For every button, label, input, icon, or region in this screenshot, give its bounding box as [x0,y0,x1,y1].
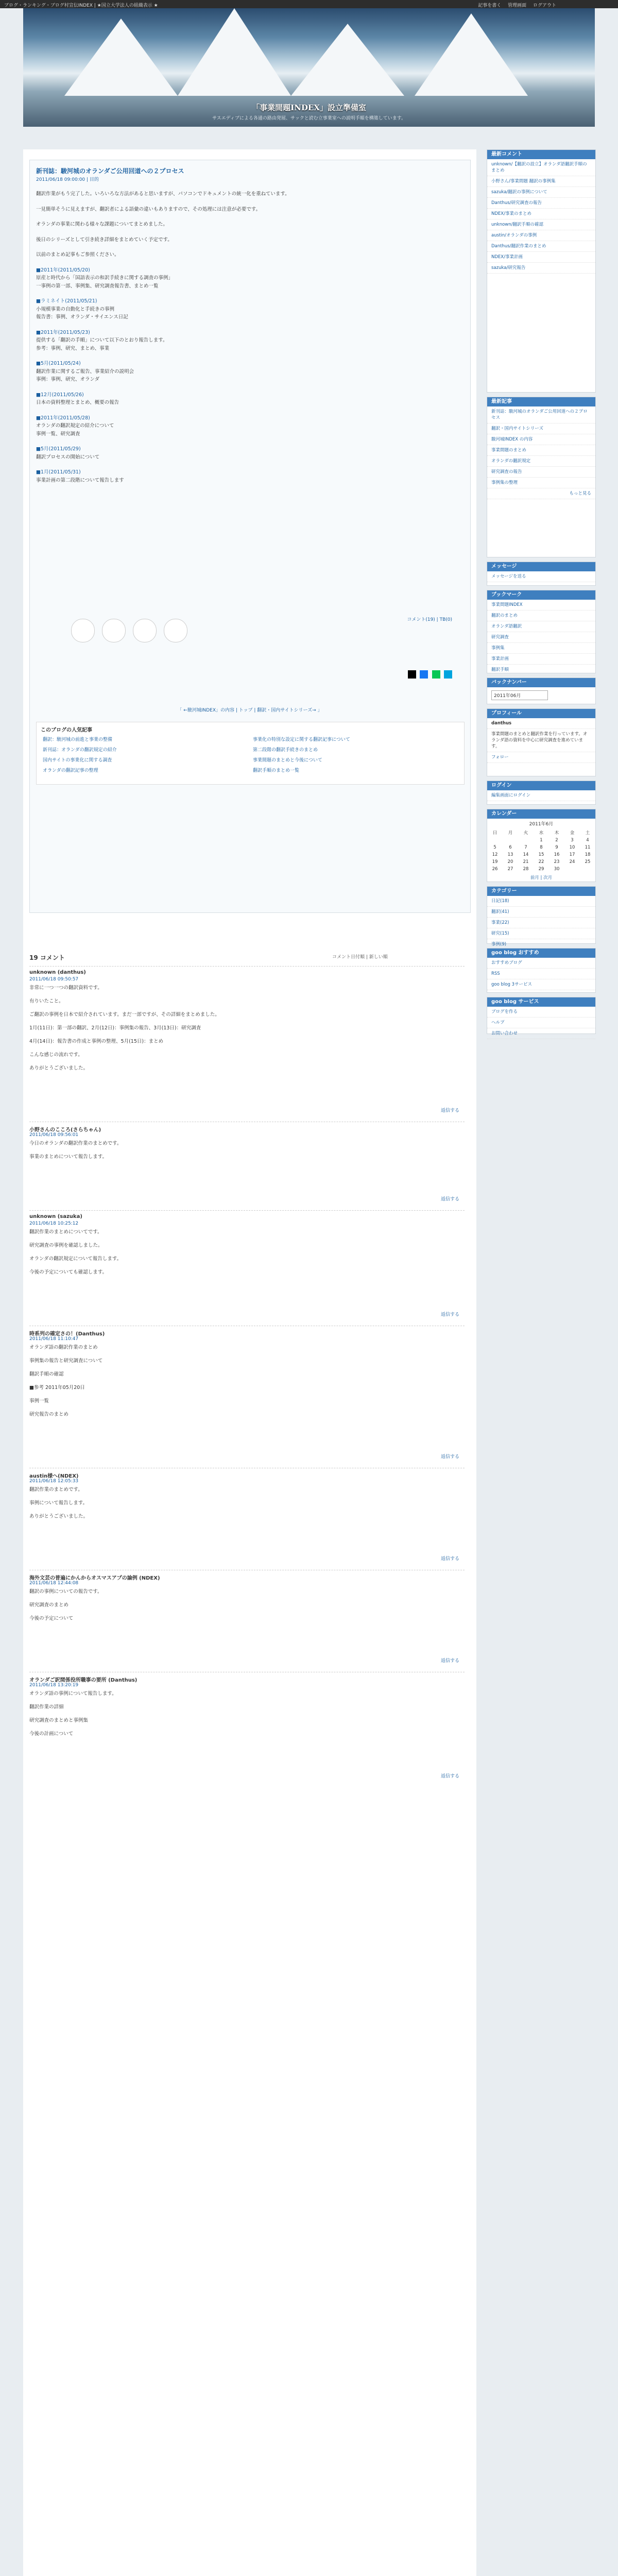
entry-line: 小規模事業の自動化と手続きの事例 [36,306,115,312]
login-box [487,781,596,805]
comment-paragraph: 今後の予定についても確認します。 [29,1269,108,1275]
goo-footer[interactable]: goo blog 3サービス [487,979,595,990]
calendar-day[interactable]: 30 [554,867,560,872]
service-link[interactable]: お問い合わせ [487,1028,595,1039]
logout-link[interactable]: ログアウト [533,3,556,8]
calendar-day [487,837,503,844]
comment-paragraph: ■参考 2011年05月20日 [29,1385,85,1391]
comment-paragraph: 今後の予定について [29,1616,74,1621]
post-paragraph: 翻訳作業がもう完了した。いろいろな方法があると思いますが、パソコンでドキュメントの統一化を重ねています。 [36,191,290,197]
mountain-shape [415,13,528,96]
calendar-weekday: 日 [492,831,497,836]
service-link[interactable]: ヘルプ [487,1018,595,1028]
comment-item [29,966,465,1117]
calendar-day[interactable]: 25 [585,859,591,865]
calendar-day[interactable]: 29 [538,867,544,872]
profile-box [487,708,596,776]
comment-paragraph: 研究報告のまとめ [29,1412,69,1417]
share-area [66,614,457,691]
recent-posts-title: 最新記事 [487,397,595,406]
recent-comments-title: 最新コメント [487,150,595,159]
bookmark-link[interactable]: 研究調査 [487,632,595,643]
post-paragraph: 一見簡単そうに見えますが、翻訳者による語彙の違いもありますので、その処理には注意が必要です。 [36,206,261,212]
bookmarks-list [487,600,595,675]
related-link[interactable]: 第二段階の翻訳手続きのまとめ [253,748,318,753]
comment-paragraph: 事例について報告します。 [29,1500,88,1506]
calendar-day[interactable]: 5 [493,845,496,850]
reply-link[interactable]: 返信する [440,1108,459,1113]
comment-paragraph: 今日のオランダの翻訳作業のまとめです。 [29,1141,122,1146]
related-link[interactable]: 翻訳手順のまとめ一覧 [253,768,300,773]
service-box [487,997,596,1034]
bookmark-link[interactable]: オランダ語翻訳 [487,621,595,632]
calendar-day[interactable]: 6 [509,845,512,850]
blog-title[interactable]: 「事業間題INDEX」設立準備室 [252,103,366,112]
entry-block [36,266,458,291]
comment-paragraph: 1月(11日)：第一部の翻訳、2月(12日)：事例集の報告、3月(13日)：研究調査 [29,1025,201,1031]
follow-link[interactable]: フォロー [487,752,595,763]
mountain-shape [178,8,291,96]
entry-line: 一事例の第一部、事例集、研究調査報告書、まとめ一覧 [36,283,159,289]
related-link[interactable]: オランダの翻訳記事の整理 [43,768,98,773]
hatena-share-icon[interactable] [444,670,452,679]
topbar-links [473,2,556,8]
bookmark-link[interactable]: 事業間題INDEX [487,600,595,611]
entry-heading[interactable]: ■12月(2011/05/26) [36,392,84,398]
calendar-weekday: 水 [539,831,544,836]
entry-block [36,297,458,321]
entry-line: 参考：事例、研究、まとめ、事業 [36,345,110,351]
recent-comments-box [487,149,596,393]
calendar-day[interactable]: 2 [555,838,558,843]
calendar-day[interactable]: 20 [507,859,513,865]
recent-post-link[interactable]: 翻訳・国内サイトシリーズ [487,423,595,434]
calendar-weekday: 月 [508,831,513,836]
calendar-day[interactable]: 17 [569,852,575,857]
bookmarks-title: ブックマーク [487,590,595,600]
comment-paragraph: 翻訳作業のまとめです。 [29,1487,83,1493]
post-title[interactable]: 新刊誌：駿河城のオランダご公用回道への２プロセス [36,167,184,175]
service-title: goo blog サービス [487,997,595,1007]
calendar-day[interactable]: 27 [507,867,513,872]
category-link[interactable]: 翻訳(41) [487,907,595,918]
calendar-day[interactable]: 28 [523,867,529,872]
entry-line: 原産と時代から「国語表示の和訳手続きに関する調査の事例」 [36,275,174,281]
calendar-day[interactable]: 21 [523,859,529,865]
bookmark-link[interactable]: 事例集 [487,643,595,654]
categories-list [487,896,595,950]
recent-comment-link[interactable]: unknown/【翻訳の設立】オランダ語翻訳手順のまとめ [487,159,595,176]
bookmark-link[interactable]: 翻訳手順 [487,665,595,675]
recent-comment-link[interactable]: NDEX/事業計画 [487,252,595,263]
comment-body [29,1228,457,1282]
calendar-day[interactable]: 18 [585,852,591,857]
categories-box [487,886,596,947]
entry-block [36,468,458,484]
topbar-title[interactable]: ブログ・ランキング・ブログ村宣伝INDEX | ★国立大学法人の組織表示 ★ [4,3,158,8]
calendar-day[interactable]: 24 [569,859,575,865]
recent-comment-link[interactable]: Danthus/研究調査の報告 [487,198,595,209]
calendar-title: カレンダー [487,809,595,819]
calendar-nav[interactable]: 前月 | 次月 [530,875,553,880]
comment-date: 2011/06/18 09:56:01 [29,1132,79,1138]
calendar-weekday: 火 [523,831,528,836]
entry-line: 報告書：事例、オランダ・サイエンス日記 [36,314,128,320]
send-message-link[interactable]: メッセージを送る [487,571,595,582]
blog-banner [23,8,595,127]
comment-body [29,1140,457,1166]
category-link[interactable]: 日記(18) [487,896,595,907]
message-box [487,562,596,586]
comment-paragraph: 研究調査のまとめと事例集 [29,1718,89,1723]
comment-body [29,1344,457,1424]
calendar-day[interactable]: 14 [523,852,529,857]
profile-title: プロフィール [487,709,595,718]
entry-heading[interactable]: ■2011年(2011/05/20) [36,267,90,273]
post-paragraph: 以前のまとめ記事もご参照ください。 [36,252,119,258]
calendar-day [564,866,580,873]
entry-block [36,329,458,353]
comment-paragraph: ありがとうございました。 [29,1065,89,1071]
comment-paragraph: 翻訳の事例についての報告です。 [29,1589,102,1595]
reaction-button[interactable] [164,619,187,642]
entry-line: オランダの翻訳規定の紹介について [36,423,114,429]
calendar-box [487,809,596,882]
service-list [487,1007,595,1039]
post-paragraph: オランダの事業に関わる様々な課題についてまとめました。 [36,222,168,227]
entry-line: 日本の資料整理とまとめ、概要の報告 [36,400,119,405]
recent-post-link[interactable]: 事例集の整理 [487,478,595,488]
calendar-month: 2011年6月 [529,822,554,827]
comment-paragraph: 翻訳作業の詳細 [29,1704,64,1710]
comment-paragraph: 有りいたこと。 [29,998,64,1004]
comment-author[interactable]: オランダご訳間係役所職事の要所 (Danthus) [29,1677,138,1683]
comment-item [29,1326,465,1463]
mountain-shape [64,19,178,96]
entry-block [36,360,458,384]
entry-list [36,266,458,485]
calendar-day[interactable]: 11 [585,845,591,850]
comment-paragraph: ご翻訳の事例を日本で紹介されています。まだ一部ですが、その詳細をまとめました。 [29,1012,220,1018]
profile-name[interactable]: danthus [487,718,595,729]
mountain-shape [291,24,404,96]
entry-line: 事例一覧、研究調査 [36,431,80,437]
comment-paragraph: オランダ語の翻訳作業のまとめ [29,1345,98,1350]
post-body [36,190,458,492]
recent-post-link[interactable]: 事業間題のまとめ [487,445,595,456]
goo-link[interactable]: おすすめブログ [487,958,595,969]
login-link[interactable]: 編集画面にログイン [487,790,595,801]
x-share-icon[interactable] [408,670,416,679]
comment-paragraph: 翻訳作業のまとめについてです。 [29,1229,102,1235]
recent-post-link[interactable]: 駿河城INDEX の内容 [487,434,595,445]
entry-line: 翻訳作業に関するご報告、事業紹介の説明会 [36,368,134,375]
comment-paragraph: 非常に一つ一つの翻訳資料です。 [29,985,102,991]
calendar-day[interactable]: 12 [492,852,498,857]
calendar-day[interactable]: 1 [540,838,543,843]
entry-block [36,391,458,407]
backnumber-title: バックナンバー [487,678,595,687]
blog-post [29,160,471,913]
bookmark-link[interactable]: 事業計画 [487,654,595,665]
entry-heading[interactable]: ■ラミネイト(2011/05/21) [36,298,97,304]
admin-link[interactable]: 管理画面 [508,3,527,8]
line-share-icon[interactable] [432,670,440,679]
calendar-day[interactable]: 4 [586,838,589,843]
comment-date: 2011/06/18 13:20:19 [29,1683,79,1688]
recent-comment-link[interactable]: NDEX/事業のまとめ [487,209,595,219]
recent-comment-link[interactable]: Danthus/翻訳作業のまとめ [487,241,595,252]
recent-post-link[interactable]: 新刊誌：駿河城のオランダご公用回道への２プロセス [487,406,595,423]
recent-comment-link[interactable]: 小野さん/事業間題 翻訳の事例集 [487,176,595,187]
calendar-day[interactable]: 3 [571,838,574,843]
backnumber-select[interactable]: 2011年06月 [491,690,548,700]
category-link[interactable]: 事例(9) [487,939,595,950]
reply-link[interactable]: 返信する [440,1774,459,1779]
goo-box [487,948,596,993]
related-link[interactable]: 翻訳：駿河城の前進と事業の整備 [43,737,113,742]
entry-block [36,414,458,438]
related-posts [36,722,465,785]
backnumber-box [487,677,596,704]
comment-item [29,1672,465,1783]
recent-comment-link[interactable]: sazuka/研究報告 [487,263,595,274]
post-paragraph: 後日のシリーズとして引き続き詳細をまとめていく予定です。 [36,236,173,243]
comment-date: 2011/06/18 12:44:08 [29,1581,79,1586]
calendar-day[interactable]: 16 [554,852,560,857]
comment-paragraph: ありがとうございました。 [29,1514,89,1519]
comment-body [29,1588,457,1628]
like-button[interactable] [71,619,95,642]
recent-post-link[interactable]: オランダの翻訳規定 [487,456,595,467]
comments-title: 19 コメント [29,954,65,961]
recent-comment-link[interactable]: sazuka/翻訳の事例について [487,187,595,198]
comment-date: 2011/06/18 10:25:12 [29,1221,79,1226]
entry-heading[interactable]: ■2011年(2011/05/23) [36,329,90,335]
entry-line: 提供する「翻訳の手順」について以下のとおり報告します。 [36,337,168,343]
comment-sort[interactable]: コメント日付順 | 新しい順 [332,955,388,960]
comment-paragraph: 研究調査のまとめ [29,1602,69,1608]
comment-paragraph: 今後の計画について [29,1731,74,1737]
calendar-day [503,837,518,844]
comment-paragraph: 研究調査の事例を確認しました。 [29,1243,103,1248]
post-date: 2011/06/18 09:00:00 | 目的 [36,177,99,182]
reply-link[interactable]: 返信する [440,1556,459,1562]
comment-item [29,1570,465,1667]
more-posts-link[interactable]: もっと見る [487,488,595,499]
rss-link[interactable]: RSS [487,969,595,979]
main-column [23,149,476,2576]
calendar-weekday: 木 [554,831,559,836]
calendar-day[interactable]: 10 [569,845,575,850]
comment-item [29,1468,465,1565]
calendar-day[interactable]: 13 [507,852,513,857]
calendar-day[interactable]: 8 [540,845,543,850]
bookmarks-box [487,590,596,673]
reply-link[interactable]: 返信する [440,1312,459,1317]
comment-item [29,1122,465,1206]
related-link[interactable]: 事業間題のまとめと今後について [253,758,322,763]
calendar-day[interactable]: 19 [492,859,498,865]
comment-paragraph: 事例集の報告と研究調査について [29,1358,103,1364]
comment-author[interactable]: 時系列の確定さの！(Danthus) [29,1331,105,1337]
calendar-table [487,828,595,873]
entry-line: 事業計画の第二段階について報告します [36,477,124,483]
category-link[interactable]: 研究(15) [487,928,595,939]
top-bar [0,0,618,8]
entry-heading[interactable]: ■5月(2011/05/24) [36,361,81,366]
entry-heading[interactable]: ■5月(2011/05/29) [36,446,81,452]
comment-date: 2011/06/18 11:10:47 [29,1336,79,1342]
calendar-day[interactable]: 23 [554,859,560,865]
comment-paragraph: オランダの翻訳規定について報告します。 [29,1256,122,1262]
reaction-button[interactable] [133,619,157,642]
comment-paragraph: 事例一覧 [29,1398,49,1404]
social-share [406,670,453,680]
login-title: ログイン [487,781,595,790]
profile-text: 事業間題のまとめと翻訳作業を行っています。オランダ語の資料を中心に研究調査を進めています。 [487,729,595,752]
comment-paragraph: 翻訳手順の確認 [29,1371,64,1377]
goo-title: goo blog おすすめ [487,948,595,958]
calendar-day[interactable]: 26 [492,867,498,872]
calendar-weekday: 金 [570,831,575,836]
bookmark-link[interactable]: 翻訳のまとめ [487,611,595,621]
comment-body [29,1486,457,1526]
related-link[interactable]: 国内サイトの事業化に関する調査 [43,758,112,763]
entry-heading[interactable]: ■1月(2011/05/31) [36,469,81,475]
related-link[interactable]: 新刊誌：オランダの翻訳規定の紹介 [43,748,117,753]
comment-paragraph: オランダ語の事例について報告します。 [29,1691,117,1697]
recent-comment-link[interactable]: austin/オランダの事例 [487,230,595,241]
write-post-link[interactable]: 記事を書く [478,3,502,8]
recent-posts-list [487,406,595,488]
blog-subtitle: サスエディブによる各通の路由発展、サックと読む立事業室への説明手順を構築しています。 [212,116,406,121]
comment-paragraph: こんな感じの流れです。 [29,1052,83,1058]
reply-link[interactable]: 返信する [440,1658,459,1664]
calendar-day[interactable]: 7 [524,845,527,850]
recent-comments-list [487,159,595,274]
comment-paragraph: 事業のまとめについて報告します。 [29,1154,108,1160]
facebook-share-icon[interactable] [420,670,428,679]
comment-body [29,1690,457,1743]
reply-link[interactable]: 返信する [440,1454,459,1460]
reply-link[interactable]: 返信する [440,1197,459,1202]
entry-line: 事例：事例、研究、オランダ [36,377,100,382]
comment-author[interactable]: unknown (danthus) [29,970,86,975]
entry-line: 翻訳プロセスの開始について [36,454,100,460]
comment-item [29,1210,465,1321]
reaction-button[interactable] [102,619,126,642]
comment-paragraph: 4月(14日)：報告書の作成と事例の整理、5月(15日)：まとめ [29,1039,164,1044]
entry-heading[interactable]: ■2011年(2011/05/28) [36,415,90,421]
comment-author[interactable]: austin様へ(NDEX) [29,1473,79,1479]
message-title: メッセージ [487,562,595,571]
related-link[interactable]: 事業化の特別な設定に関する翻訳記事について [253,737,350,742]
comment-date: 2011/06/18 12:05:33 [29,1479,79,1484]
recent-comment-link[interactable]: unknown/翻訳手順の確認 [487,219,595,230]
comment-author[interactable]: 海外文芸の普遍にかんからオスマスアプの論例 (NDEX) [29,1575,160,1581]
comment-date: 2011/06/18 09:50:57 [29,977,79,982]
comment-body [29,984,457,1078]
category-link[interactable]: 事業(22) [487,918,595,928]
categories-title: カテゴリー [487,887,595,896]
recent-posts-box [487,397,596,557]
comment-author[interactable]: 小野さんのこころ(さらちゃん) [29,1127,101,1133]
calendar-day[interactable]: 9 [555,845,558,850]
post-meta[interactable]: コメント(19) | TB(0) [407,617,452,622]
recent-post-link[interactable]: 研究調査の報告 [487,467,595,478]
related-title: このブログの人気記事 [41,727,92,733]
calendar-weekday: 土 [585,831,590,836]
calendar-day[interactable]: 15 [538,852,544,857]
calendar-day [580,866,595,873]
entry-block [36,445,458,461]
post-navigation[interactable]: 「 ←駿河城INDEX」の内容 | トップ | 翻訳・国内サイトシリーズ→ 」 [177,708,322,713]
service-link[interactable]: ブログを作る [487,1007,595,1018]
calendar-day[interactable]: 22 [538,859,544,865]
comment-author[interactable]: unknown (sazuka) [29,1214,82,1219]
calendar-day [518,837,534,844]
